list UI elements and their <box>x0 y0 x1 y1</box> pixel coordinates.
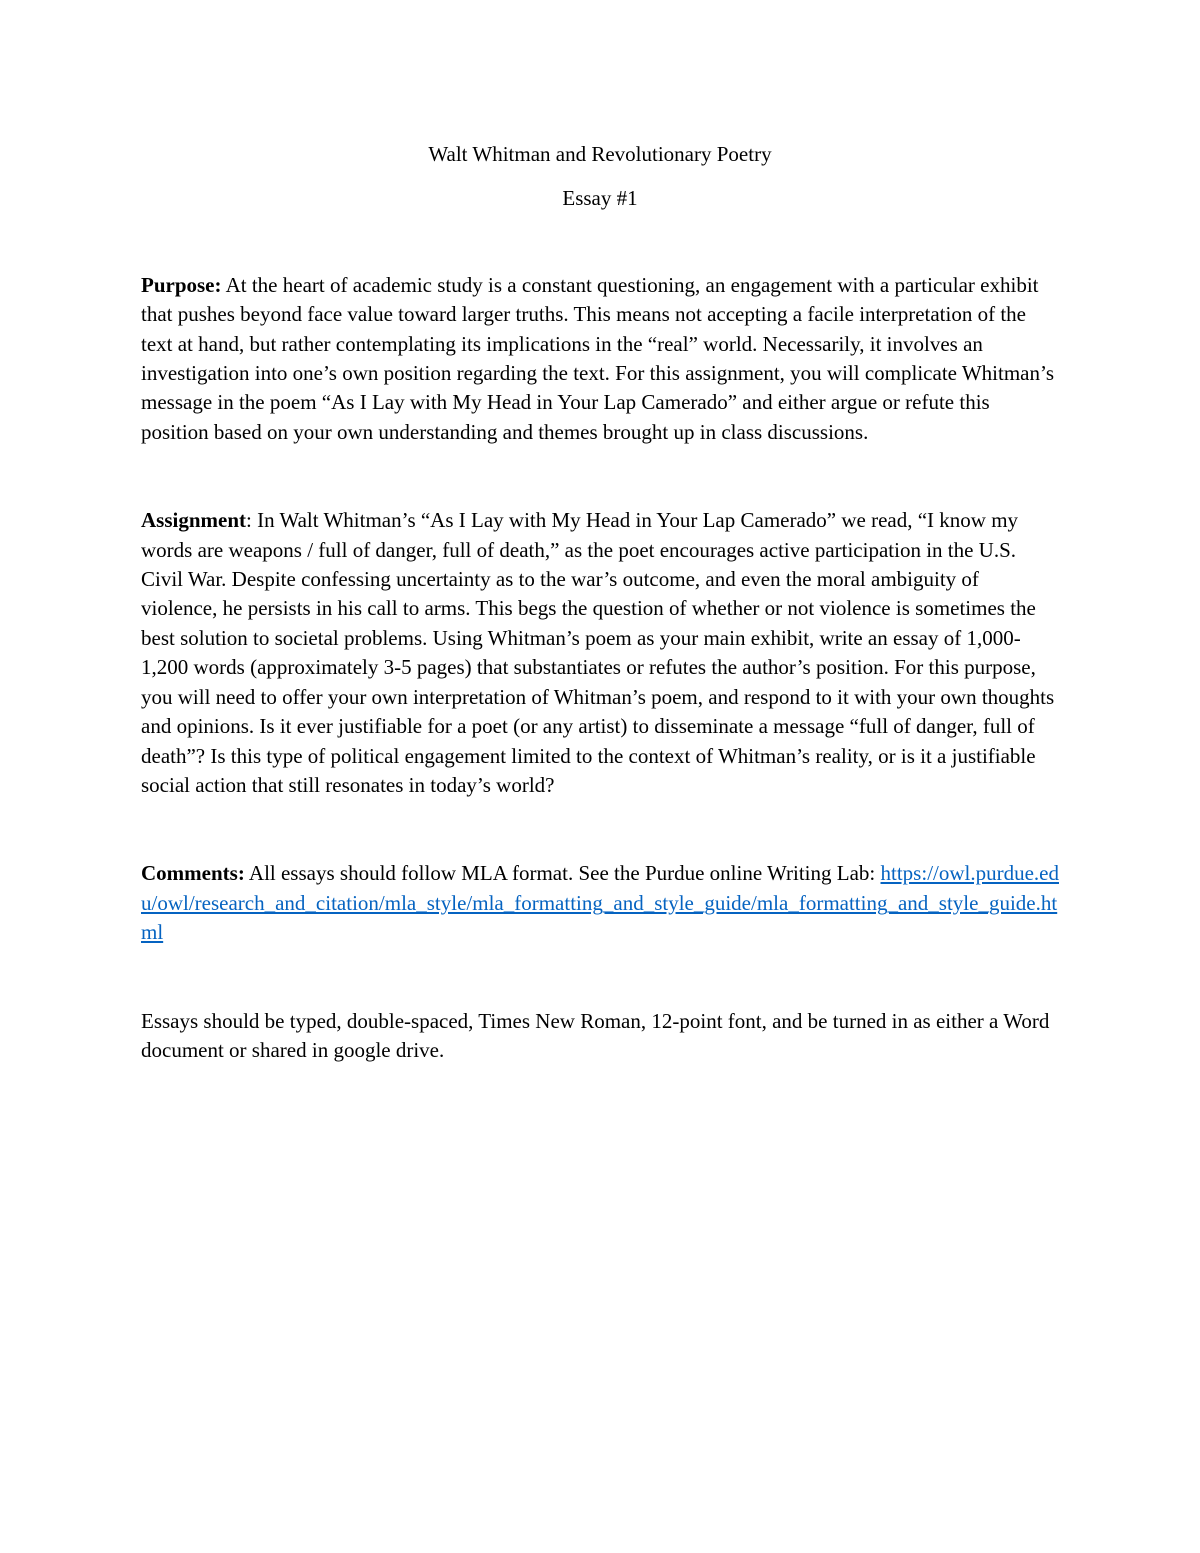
document-title: Walt Whitman and Revolutionary Poetry <box>428 142 772 166</box>
purpose-paragraph <box>141 271 1059 447</box>
comments-paragraph <box>141 859 1059 947</box>
purdue-owl-link[interactable]: https://owl.purdue.edu/owl/research_and_citation/mla_style/mla_formatting_and_style_guide/mla_formatting_and_style_guide.html <box>141 861 1059 945</box>
document-subtitle: Essay #1 <box>562 186 638 211</box>
document-body <box>141 140 1059 1065</box>
comments-text: All essays should follow MLA format. See the Purdue online Writing Lab: <box>244 861 876 886</box>
closing-paragraph: Essays should be typed, double-spaced, Times New Roman, 12-point font, and be turned in as either a Word document or shared in google drive. <box>141 1008 1050 1062</box>
purpose-label: Purpose: <box>141 272 222 297</box>
assignment-paragraph <box>141 506 1059 800</box>
comments-label: Comments: <box>141 861 245 886</box>
purpose-text: At the heart of academic study is a constant questioning, an engagement with a particular exhibit that pushes beyond face value toward larger truths. This means not accepting a facile interpretation of the text at hand, but rather contemplating its implications in the “real” world. Necessarily, it involves an investigation into one’s own position regarding the text. For this assignment, you will complicate Whitman’s message in the poem “As I Lay with My Head in Your Lap Camerado” and either argue or refute this position based on your own understanding and themes brought up in class discussions. <box>141 272 1054 444</box>
assignment-text: : In Walt Whitman’s “As I Lay with My Head in Your Lap Camerado” we read, “I know my words are weapons / full of danger, full of death,” as the poet encourages active participation in the U.S. Civil War. Despite confessing uncertainty as to the war’s outcome, and even the moral ambiguity of violence, he persists in his call to arms. This begs the question of whether or not violence is sometimes the best solution to societal problems. Using Whitman’s poem as your main exhibit, write an essay of 1,000-1,200 words (approximately 3-5 pages) that substantiates or refutes the author’s position. For this purpose, you will need to offer your own interpretation of Whitman’s poem, and respond to it with your own thoughts and opinions. Is it ever justifiable for a poet (or any artist) to disseminate a message “full of danger, full of death”? Is this type of political engagement limited to the context of Whitman’s reality, or is it a justifiable social action that still resonates in today’s world? <box>141 508 1055 797</box>
assignment-label: Assignment <box>141 508 247 533</box>
